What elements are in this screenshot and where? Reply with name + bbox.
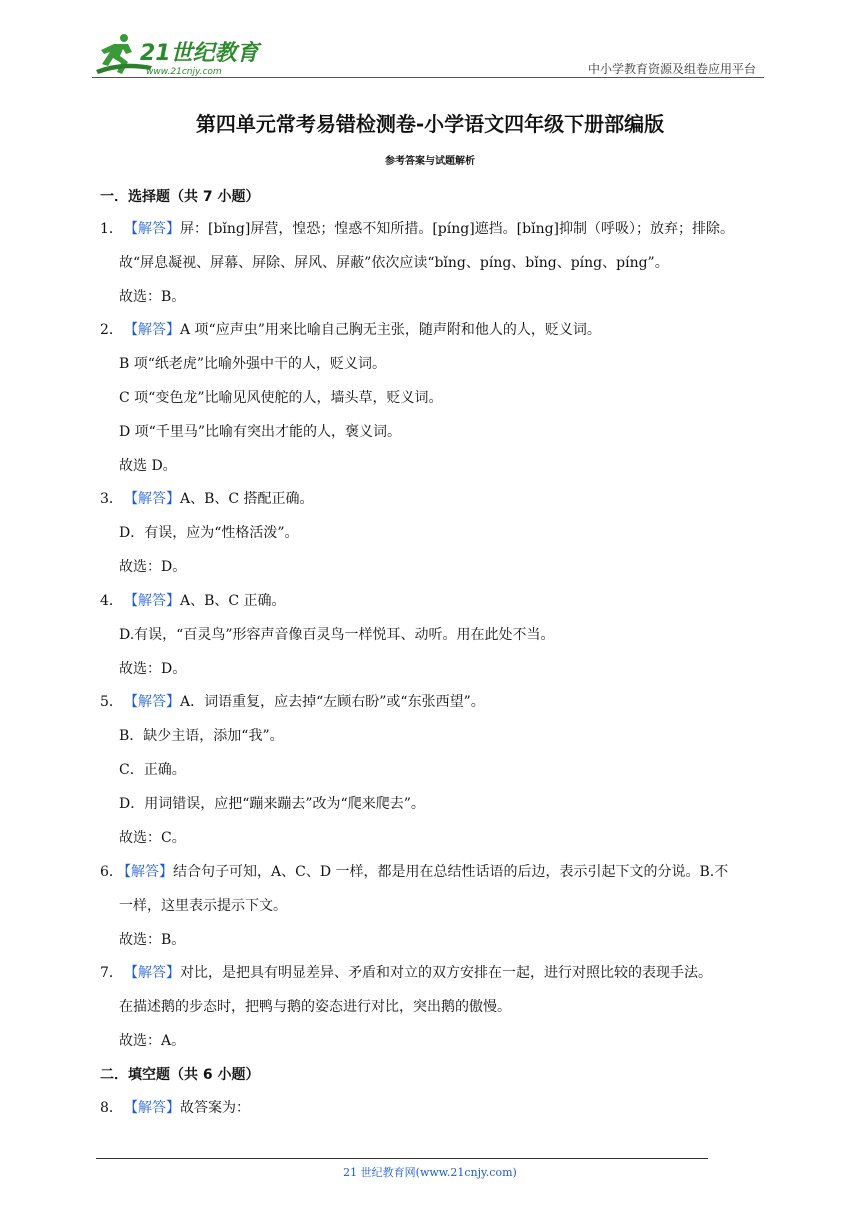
answer-line: B 项“纸老虎”比喻外强中干的人，贬义词。: [119, 356, 387, 372]
answer-tag: 【解答】: [124, 491, 180, 507]
logo-text: 21世纪教育: [140, 41, 259, 66]
section-heading: 二．填空题（共 6 小题）: [100, 1067, 260, 1083]
item-number: 4．: [100, 593, 123, 609]
answer-tag: 【解答】: [124, 1100, 180, 1116]
answer-tag: 【解答】: [124, 965, 180, 981]
answer-line: 故选：C。: [119, 830, 186, 846]
answer-line: 【解答】A、B、C 正确。: [124, 593, 286, 609]
logo: [92, 30, 262, 78]
item-number: 5．: [100, 694, 123, 710]
item-number: 6．: [100, 864, 123, 880]
answer-line: 【解答】结合句子可知，A、C、D 一样，都是用在总结性话语的后边，表示引起下文的分说。B.不: [117, 864, 729, 880]
answer-line: 【解答】A、B、C 搭配正确。: [124, 491, 314, 507]
page-header: [92, 30, 764, 80]
page-footer: 21 世纪教育网(www.21cnjy.com): [343, 1166, 517, 1179]
answer-tag: 【解答】: [124, 322, 180, 338]
answer-tag: 【解答】: [124, 593, 180, 609]
item-number: 8．: [100, 1100, 123, 1116]
answer-line: 【解答】A．词语重复，应去掉“左顾右盼”或“东张西望”。: [124, 694, 485, 710]
item-number: 1．: [100, 221, 123, 237]
answer-line: 一样，这里表示提示下文。: [119, 898, 287, 914]
answer-line: D 项“千里马”比喻有突出才能的人，褒义词。: [119, 424, 401, 440]
answer-line: 故选：B。: [119, 289, 186, 305]
footer-divider: [96, 1158, 708, 1159]
answer-line: D.有误，“百灵鸟”形容声音像百灵鸟一样悦耳、动听。用在此处不当。: [119, 627, 555, 643]
page-title: 第四单元常考易错检测卷-小学语文四年级下册部编版: [195, 112, 665, 136]
answer-line: 【解答】对比，是把具有明显差异、矛盾和对立的双方安排在一起，进行对照比较的表现手法。: [124, 965, 712, 981]
answer-line: 故选 D。: [119, 458, 177, 474]
answer-line: C 项“变色龙”比喻见风使舵的人，墙头草，贬义词。: [119, 390, 443, 406]
header-tagline: 中小学教育资源及组卷应用平台: [587, 62, 756, 76]
answer-tag: 【解答】: [124, 221, 180, 237]
page-subtitle: 参考答案与试题解析: [385, 156, 475, 167]
answer-line: 【解答】故答案为：: [124, 1100, 250, 1116]
answer-line: 故“屏息凝视、屏幕、屏除、屏风、屏蔽”依次应读“bǐng、píng、bǐng、píng、píng”。: [119, 255, 669, 271]
answer-line: 【解答】屏：[bǐng]屏营，惶恐；惶惑不知所措。[píng]遮挡。[bǐng]抑制（呼吸）；放弃；排除。: [124, 221, 735, 237]
answer-line: 故选：A。: [119, 1033, 186, 1049]
answer-tag: 【解答】: [117, 864, 173, 880]
answer-line: 故选：D。: [119, 559, 187, 575]
answer-line: 【解答】A 项“应声虫”用来比喻自己胸无主张，随声附和他人的人，贬义词。: [124, 322, 601, 338]
section-heading: 一．选择题（共 7 小题）: [100, 189, 260, 205]
answer-line: 故选：B。: [119, 932, 186, 948]
item-number: 7．: [100, 965, 123, 981]
item-number: 2．: [100, 322, 123, 338]
header-divider: [92, 77, 764, 78]
answer-line: D．用词错误，应把“蹦来蹦去”改为“爬来爬去”。: [119, 796, 425, 812]
answer-tag: 【解答】: [124, 694, 180, 710]
answer-line: 在描述鹅的步态时，把鸭与鹅的姿态进行对比，突出鹅的傲慢。: [119, 999, 511, 1015]
answer-line: C．正确。: [119, 762, 186, 778]
answer-line: D．有误，应为“性格活泼”。: [119, 525, 299, 541]
answer-line: 故选：D。: [119, 661, 187, 677]
item-number: 3．: [100, 491, 123, 507]
answer-line: B．缺少主语，添加“我”。: [119, 728, 284, 744]
logo-url: www.21cnjy.com: [146, 67, 222, 77]
